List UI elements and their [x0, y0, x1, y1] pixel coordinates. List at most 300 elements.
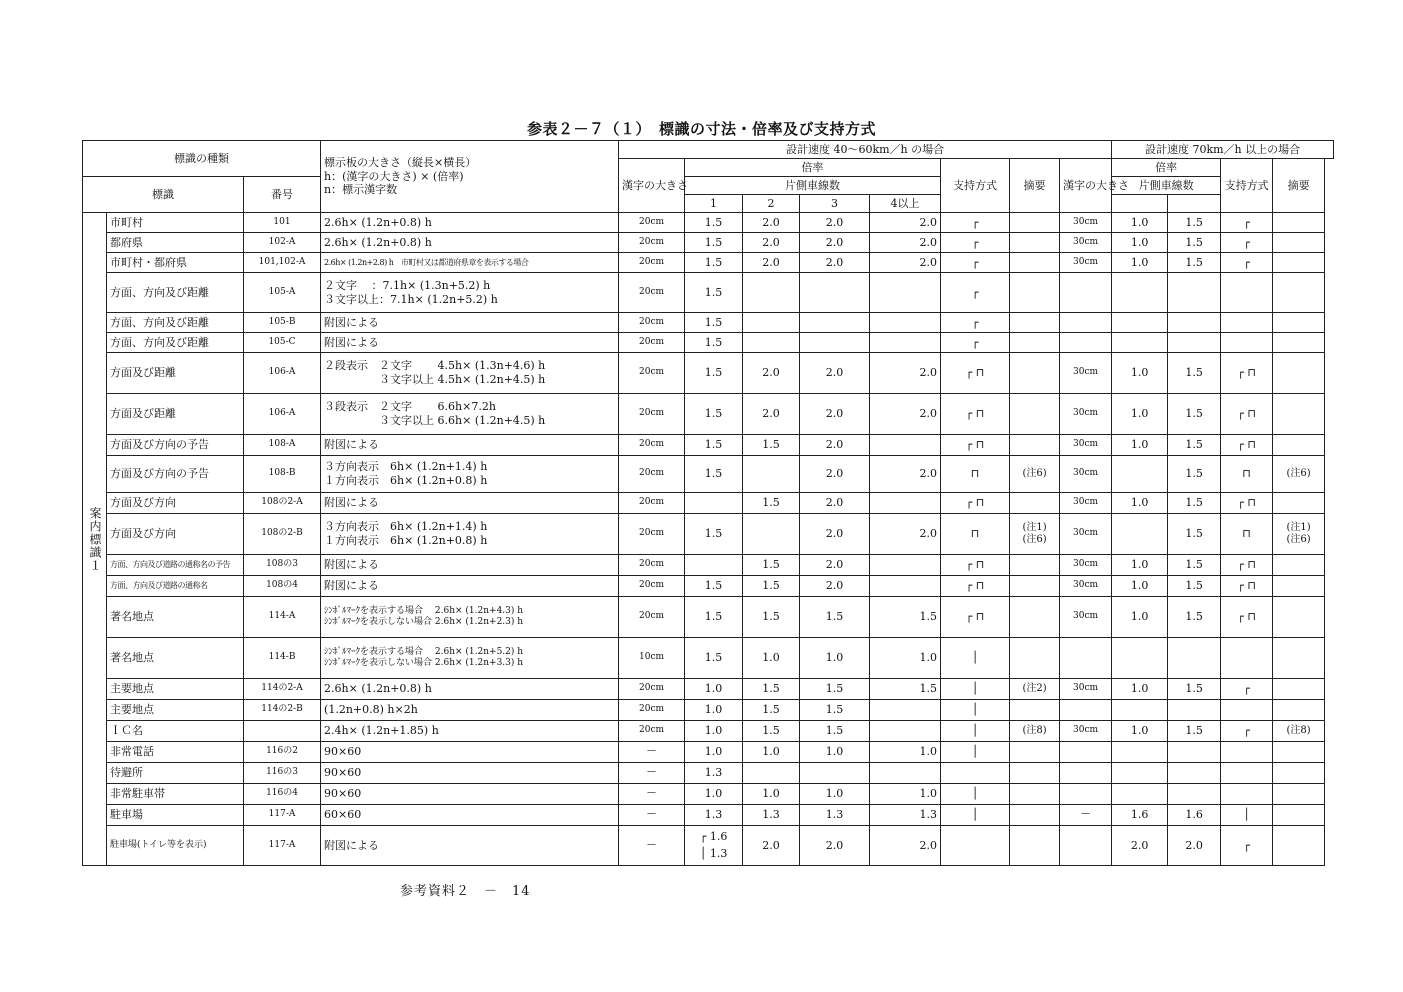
kanji-size-cell: 20cm — [619, 679, 685, 700]
size-cell — [321, 742, 619, 763]
ratio-high-1-cell: 1.6 — [1112, 805, 1168, 826]
ratio-lane4-cell — [870, 313, 941, 333]
kanji-size-high-cell: 30cm — [1060, 253, 1112, 273]
support-high-cell: ┌ ⊓ — [1221, 555, 1273, 576]
summary-high-cell: (注8) — [1273, 721, 1325, 742]
ratio-lane1-cell: ┌ 1.6 │ 1.3 — [685, 826, 743, 866]
size-line: 附図による — [324, 838, 380, 852]
support-cell: ⊓ — [941, 514, 1010, 555]
size-line: ３文字以上：7.1h× (1.2n+5.2) h — [324, 292, 498, 306]
kanji-size-high-cell: 30cm — [1060, 679, 1112, 700]
support-cell: ┌ — [941, 273, 1010, 313]
size-line: 90×60 — [324, 766, 362, 780]
support-cell — [941, 826, 1010, 866]
sign-name-cell: 著名地点 — [107, 638, 244, 679]
support-high-cell: ⊓ — [1221, 514, 1273, 555]
kanji-size-cell: 20cm — [619, 233, 685, 253]
table-row — [83, 233, 1334, 253]
summary-cell — [1010, 742, 1060, 763]
support-high-cell — [1221, 638, 1273, 679]
table-row — [83, 805, 1334, 826]
support-high-cell: ┌ ⊓ — [1221, 394, 1273, 435]
ratio-high-2-cell: 1.5 — [1168, 514, 1221, 555]
kanji-size-high-cell — [1060, 638, 1112, 679]
summary-high-cell — [1273, 233, 1325, 253]
size-line: 附図による — [324, 579, 380, 593]
support-cell: ┌ ⊓ — [941, 555, 1010, 576]
kanji-size-high-cell: 30cm — [1060, 435, 1112, 456]
kanji-size-cell: 20cm — [619, 333, 685, 353]
kanji-size-cell: 10cm — [619, 638, 685, 679]
ratio-high-2-cell: 1.5 — [1168, 253, 1221, 273]
ratio-high-2-cell: 1.5 — [1168, 576, 1221, 597]
sign-name-cell: 非常駐車帯 — [107, 784, 244, 805]
summary-cell — [1010, 597, 1060, 638]
ratio-lane3-cell: 2.0 — [800, 576, 870, 597]
kanji-size-cell: 20cm — [619, 394, 685, 435]
kanji-size-cell: 20cm — [619, 597, 685, 638]
table-row — [83, 435, 1334, 456]
ratio-lane4-cell — [870, 700, 941, 721]
kanji-size-cell: 20cm — [619, 435, 685, 456]
ratio-lane1-cell: 1.5 — [685, 213, 743, 233]
size-line: 附図による — [324, 496, 380, 510]
support-cell: │ — [941, 679, 1010, 700]
summary-high-cell — [1273, 333, 1325, 353]
size-cell — [321, 493, 619, 514]
size-cell — [321, 805, 619, 826]
ratio-lane1-cell: 1.5 — [685, 273, 743, 313]
ratio-lane1-cell: 1.0 — [685, 679, 743, 700]
support-cell: ⊓ — [941, 456, 1010, 493]
ratio-lane4-cell: 2.0 — [870, 826, 941, 866]
summary-high-cell — [1273, 253, 1325, 273]
kanji-size-high-cell: 30cm — [1060, 233, 1112, 253]
summary-high-cell — [1273, 353, 1325, 394]
sign-number-cell: 102-A — [244, 233, 321, 253]
size-line: ２段表示 ２文字 4.5h× (1.3n+4.6) h — [324, 359, 546, 373]
size-line: ３文字以上 6.6h× (1.2n+4.5) h — [324, 414, 546, 427]
support-cell: │ — [941, 721, 1010, 742]
ratio-lane3-cell: 2.0 — [800, 514, 870, 555]
sign-name-cell: 市町村 — [107, 213, 244, 233]
support-high-cell: ┌ ⊓ — [1221, 435, 1273, 456]
ratio-high-1-cell — [1112, 514, 1168, 555]
support-cell: │ — [941, 784, 1010, 805]
size-line: 90×60 — [324, 787, 362, 801]
page-footer: 参考資料２ － 14 — [400, 884, 531, 899]
header-summary-low: 摘要 — [1010, 159, 1060, 213]
ratio-high-2-cell: 1.5 — [1168, 679, 1221, 700]
summary-high-cell — [1273, 784, 1325, 805]
ratio-high-1-cell: 1.0 — [1112, 576, 1168, 597]
summary-cell — [1010, 826, 1060, 866]
header-support-low: 支持方式 — [941, 159, 1010, 213]
support-high-cell — [1221, 763, 1273, 784]
ratio-high-2-cell: 1.5 — [1168, 213, 1221, 233]
ratio-lane4-cell: 2.0 — [870, 394, 941, 435]
sign-number-cell: 114の2-A — [244, 679, 321, 700]
support-high-cell: ┌ — [1221, 826, 1273, 866]
sign-number-cell: 117-A — [244, 826, 321, 866]
table-body — [83, 213, 1334, 866]
ratio-high-1-cell: 1.0 — [1112, 353, 1168, 394]
ratio-lane1-cell: 1.5 — [685, 233, 743, 253]
size-line: ２文字 ：7.1h× (1.3n+5.2) h — [324, 278, 491, 292]
ratio-lane4-cell: 2.0 — [870, 456, 941, 493]
ratio-high-1-cell — [1112, 638, 1168, 679]
sign-number-cell: 116の3 — [244, 763, 321, 784]
summary-cell — [1010, 273, 1060, 313]
header-lane-3: 3 — [800, 195, 870, 213]
ratio-lane1-cell: 1.0 — [685, 784, 743, 805]
header-kanji-size-low: 漢字の大きさ — [619, 159, 685, 213]
kanji-size-cell: 20cm — [619, 576, 685, 597]
ratio-lane4-cell: 1.3 — [870, 805, 941, 826]
summary-cell — [1010, 576, 1060, 597]
kanji-size-high-cell: 30cm — [1060, 721, 1112, 742]
sign-name-cell: 都府県 — [107, 233, 244, 253]
ratio-high-2-cell — [1168, 784, 1221, 805]
ratio-high-1-cell: 1.0 — [1112, 253, 1168, 273]
table-row — [83, 721, 1334, 742]
ratio-lane3-cell: 1.5 — [800, 700, 870, 721]
ratio-lane2-cell: 1.5 — [743, 576, 800, 597]
size-cell — [321, 253, 619, 273]
summary-high-cell — [1273, 742, 1325, 763]
size-line: 附図による — [324, 335, 380, 349]
summary-high-cell — [1273, 273, 1325, 313]
ratio-lane3-cell: 2.0 — [800, 213, 870, 233]
sign-number-cell: 105-C — [244, 333, 321, 353]
ratio-lane4-cell — [870, 763, 941, 784]
summary-cell — [1010, 763, 1060, 784]
ratio-high-2-cell: 2.0 — [1168, 826, 1221, 866]
sign-name-cell: 方面、方向及び道路の通称名の予告 — [107, 555, 244, 576]
ratio-lane4-cell: 2.0 — [870, 353, 941, 394]
table-row — [83, 273, 1334, 313]
size-line: ３方向表示 6h× (1.2n+1.4) h — [324, 520, 488, 534]
support-high-cell: ┌ — [1221, 721, 1273, 742]
ratio-high-1-cell — [1112, 273, 1168, 313]
ratio-high-2-cell — [1168, 313, 1221, 333]
ratio-lane3-cell: 1.3 — [800, 805, 870, 826]
ratio-lane1-cell: 1.5 — [685, 253, 743, 273]
support-high-cell: ┌ — [1221, 253, 1273, 273]
header-type-group: 標識の種類 — [83, 141, 321, 177]
ratio-lane2-cell: 2.0 — [743, 394, 800, 435]
sign-number-cell: 106-A — [244, 394, 321, 435]
summary-high-cell: (注6) — [1273, 456, 1325, 493]
header-size-line1: 標示板の大きさ（縦長×横長） — [324, 155, 477, 169]
ratio-lane3-cell: 2.0 — [800, 353, 870, 394]
ratio-lane2-cell: 2.0 — [743, 233, 800, 253]
size-line: ３文字以上 4.5h× (1.2n+4.5) h — [324, 373, 546, 386]
ratio-high-1-cell — [1112, 784, 1168, 805]
support-cell: │ — [941, 638, 1010, 679]
ratio-high-1-cell: 1.0 — [1112, 721, 1168, 742]
sign-number-cell: 114の2-B — [244, 700, 321, 721]
sign-number-cell: 108の2-B — [244, 514, 321, 555]
header-lane-4: 4以上 — [870, 195, 941, 213]
size-line: 2.4h× (1.2n+1.85) h — [324, 724, 439, 738]
size-line: ｼﾝﾎﾞﾙﾏｰｸを表示する場合 2.6h× (1.2n+5.2) h — [324, 646, 524, 657]
header-lane-high-2 — [1168, 195, 1221, 213]
header-ratio-high: 倍率 — [1112, 159, 1221, 177]
ratio-lane4-cell — [870, 576, 941, 597]
ratio-lane1-cell: 1.3 — [685, 763, 743, 784]
summary-cell — [1010, 394, 1060, 435]
summary-cell — [1010, 253, 1060, 273]
ratio-high-2-cell — [1168, 763, 1221, 784]
summary-cell: (注8) — [1010, 721, 1060, 742]
summary-cell — [1010, 638, 1060, 679]
size-cell — [321, 514, 619, 555]
table-title: 参表２－７（１） 標識の寸法・倍率及び支持方式 — [526, 120, 876, 138]
sign-name-cell: 方面及び方向 — [107, 493, 244, 514]
support-cell: │ — [941, 700, 1010, 721]
header-speed-low: 設計速度 40～60km／h の場合 — [619, 141, 1112, 159]
summary-cell — [1010, 435, 1060, 456]
size-cell — [321, 456, 619, 493]
sign-name-cell: 駐車場 — [107, 805, 244, 826]
sign-number-cell: 108の3 — [244, 555, 321, 576]
sign-number-cell: 108-A — [244, 435, 321, 456]
table-row — [83, 597, 1334, 638]
ratio-lane2-cell: 1.5 — [743, 597, 800, 638]
ratio-lane3-cell: 1.0 — [800, 784, 870, 805]
summary-cell: (注6) — [1010, 456, 1060, 493]
ratio-high-2-cell: 1.5 — [1168, 493, 1221, 514]
kanji-size-cell: 20cm — [619, 700, 685, 721]
header-lane-2: 2 — [743, 195, 800, 213]
table-row — [83, 493, 1334, 514]
sign-number-cell: 108の2-A — [244, 493, 321, 514]
kanji-size-cell: — — [619, 742, 685, 763]
summary-cell — [1010, 700, 1060, 721]
summary-cell — [1010, 233, 1060, 253]
table-row — [83, 555, 1334, 576]
ratio-lane2-cell: 2.0 — [743, 213, 800, 233]
sign-name-cell: 方面、方向及び道路の通称名 — [107, 576, 244, 597]
size-line: 附図による — [324, 315, 380, 329]
ratio-lane2-cell: 1.5 — [743, 435, 800, 456]
size-line: 90×60 — [324, 745, 362, 759]
sign-name-cell: 方面及び方向の予告 — [107, 435, 244, 456]
header-summary-high: 摘要 — [1273, 159, 1325, 213]
size-cell — [321, 826, 619, 866]
size-line: 附図による — [324, 438, 380, 452]
ratio-lane4-cell — [870, 333, 941, 353]
size-line: 2.6h× (1.2n+0.8) h — [324, 682, 432, 696]
support-high-cell: ┌ — [1221, 213, 1273, 233]
summary-high-cell — [1273, 763, 1325, 784]
kanji-size-high-cell: 30cm — [1060, 597, 1112, 638]
ratio-lane4-cell: 2.0 — [870, 233, 941, 253]
sign-number-cell: 108-B — [244, 456, 321, 493]
kanji-size-cell: 20cm — [619, 493, 685, 514]
summary-cell — [1010, 493, 1060, 514]
sign-name-cell: ＩＣ名 — [107, 721, 244, 742]
table-row — [83, 253, 1334, 273]
ratio-lane4-cell: 2.0 — [870, 514, 941, 555]
ratio-high-1-cell: 1.0 — [1112, 493, 1168, 514]
sign-name-cell: 方面及び距離 — [107, 353, 244, 394]
ratio-lane3-cell: 2.0 — [800, 435, 870, 456]
summary-high-cell — [1273, 638, 1325, 679]
kanji-size-high-cell: — — [1060, 805, 1112, 826]
kanji-size-high-cell — [1060, 784, 1112, 805]
table-row — [83, 700, 1334, 721]
sign-number-cell: 101,102-A — [244, 253, 321, 273]
ratio-lane3-cell: 1.5 — [800, 597, 870, 638]
summary-cell: (注1) (注6) — [1010, 514, 1060, 555]
header-size-line2: h：(漢字の大きさ) × (倍率) — [324, 169, 464, 183]
size-line: 2.6h× (1.2n+0.8) h — [324, 215, 432, 229]
kanji-size-high-cell — [1060, 826, 1112, 866]
sign-name-cell: 市町村・都府県 — [107, 253, 244, 273]
summary-cell — [1010, 333, 1060, 353]
kanji-size-cell: 20cm — [619, 514, 685, 555]
sign-number-cell: 105-B — [244, 313, 321, 333]
ratio-high-1-cell: 1.0 — [1112, 213, 1168, 233]
size-line: 60×60 — [324, 808, 362, 822]
support-cell: ┌ — [941, 313, 1010, 333]
sign-name-cell: 主要地点 — [107, 679, 244, 700]
kanji-size-high-cell: 30cm — [1060, 353, 1112, 394]
size-line: (1.2n+0.8) h×2h — [324, 703, 418, 717]
ratio-lane2-cell — [743, 456, 800, 493]
table-row — [83, 638, 1334, 679]
size-cell — [321, 333, 619, 353]
summary-cell — [1010, 353, 1060, 394]
kanji-size-cell: — — [619, 784, 685, 805]
ratio-lane3-cell — [800, 273, 870, 313]
sign-name-cell: 方面及び距離 — [107, 394, 244, 435]
ratio-lane4-cell — [870, 721, 941, 742]
size-cell — [321, 784, 619, 805]
kanji-size-high-cell — [1060, 333, 1112, 353]
sign-number-cell: 117-A — [244, 805, 321, 826]
summary-high-cell — [1273, 679, 1325, 700]
kanji-size-high-cell: 30cm — [1060, 576, 1112, 597]
support-high-cell: ┌ — [1221, 679, 1273, 700]
ratio-lane4-cell: 1.5 — [870, 597, 941, 638]
sign-number-cell: 106-A — [244, 353, 321, 394]
summary-cell: (注2) — [1010, 679, 1060, 700]
support-high-cell: ┌ — [1221, 233, 1273, 253]
ratio-lane3-cell: 1.5 — [800, 721, 870, 742]
ratio-lane1-cell: 1.5 — [685, 597, 743, 638]
ratio-high-1-cell — [1112, 333, 1168, 353]
size-cell — [321, 435, 619, 456]
ratio-high-2-cell — [1168, 638, 1221, 679]
size-cell — [321, 638, 619, 679]
ratio-lane3-cell: 1.5 — [800, 679, 870, 700]
support-cell: │ — [941, 742, 1010, 763]
header-kanji-size-high: 漢字の大きさ — [1060, 159, 1112, 213]
ratio-high-1-cell — [1112, 456, 1168, 493]
size-cell — [321, 576, 619, 597]
ratio-lane4-cell — [870, 435, 941, 456]
kanji-size-cell: — — [619, 826, 685, 866]
support-cell: ┌ — [941, 333, 1010, 353]
ratio-high-2-cell — [1168, 273, 1221, 313]
summary-high-cell — [1273, 394, 1325, 435]
summary-cell — [1010, 313, 1060, 333]
ratio-high-2-cell — [1168, 700, 1221, 721]
header-size — [321, 141, 619, 213]
ratio-lane1-cell: 1.5 — [685, 435, 743, 456]
summary-high-cell — [1273, 805, 1325, 826]
kanji-size-cell: 20cm — [619, 555, 685, 576]
size-line: 附図による — [324, 558, 380, 572]
summary-high-cell — [1273, 555, 1325, 576]
sign-name-cell: 方面及び方向の予告 — [107, 456, 244, 493]
sign-name-cell: 非常電話 — [107, 742, 244, 763]
support-high-cell — [1221, 700, 1273, 721]
ratio-lane1-cell: 1.5 — [685, 313, 743, 333]
ratio-lane1-cell: 1.5 — [685, 353, 743, 394]
ratio-high-2-cell: 1.6 — [1168, 805, 1221, 826]
ratio-lane4-cell: 1.0 — [870, 742, 941, 763]
sign-name-cell: 方面、方向及び距離 — [107, 273, 244, 313]
size-cell — [321, 273, 619, 313]
sign-number-cell: 101 — [244, 213, 321, 233]
table-row — [83, 763, 1334, 784]
ratio-lane1-cell: 1.5 — [685, 576, 743, 597]
sign-name-cell: 方面、方向及び距離 — [107, 313, 244, 333]
support-cell: ┌ ⊓ — [941, 576, 1010, 597]
kanji-size-high-cell — [1060, 742, 1112, 763]
ratio-lane3-cell: 2.0 — [800, 456, 870, 493]
summary-high-cell — [1273, 313, 1325, 333]
ratio-high-1-cell: 1.0 — [1112, 394, 1168, 435]
ratio-high-1-cell — [1112, 313, 1168, 333]
size-cell — [321, 721, 619, 742]
ratio-high-1-cell — [1112, 742, 1168, 763]
kanji-size-high-cell: 30cm — [1060, 213, 1112, 233]
size-cell — [321, 233, 619, 253]
size-cell — [321, 763, 619, 784]
table-row — [83, 353, 1334, 394]
table-row — [83, 333, 1334, 353]
kanji-size-cell: 20cm — [619, 213, 685, 233]
ratio-lane4-cell — [870, 493, 941, 514]
ratio-lane2-cell: 1.5 — [743, 721, 800, 742]
ratio-lane4-cell — [870, 273, 941, 313]
summary-high-cell — [1273, 576, 1325, 597]
size-cell — [321, 353, 619, 394]
support-high-cell — [1221, 313, 1273, 333]
ratio-high-1-cell: 2.0 — [1112, 826, 1168, 866]
sign-name-cell: 方面、方向及び距離 — [107, 333, 244, 353]
kanji-size-high-cell — [1060, 273, 1112, 313]
ratio-lane1-cell: 1.5 — [685, 394, 743, 435]
sign-number-cell: 116の2 — [244, 742, 321, 763]
support-cell: ┌ — [941, 233, 1010, 253]
ratio-high-2-cell: 1.5 — [1168, 721, 1221, 742]
ratio-lane2-cell: 1.5 — [743, 700, 800, 721]
sign-number-cell: 116の4 — [244, 784, 321, 805]
category-label: 案内標識１ — [83, 213, 107, 866]
support-cell: ┌ ⊓ — [941, 493, 1010, 514]
ratio-high-2-cell — [1168, 742, 1221, 763]
support-high-cell: │ — [1221, 805, 1273, 826]
summary-cell — [1010, 213, 1060, 233]
support-high-cell: ⊓ — [1221, 456, 1273, 493]
ratio-lane3-cell: 2.0 — [800, 826, 870, 866]
